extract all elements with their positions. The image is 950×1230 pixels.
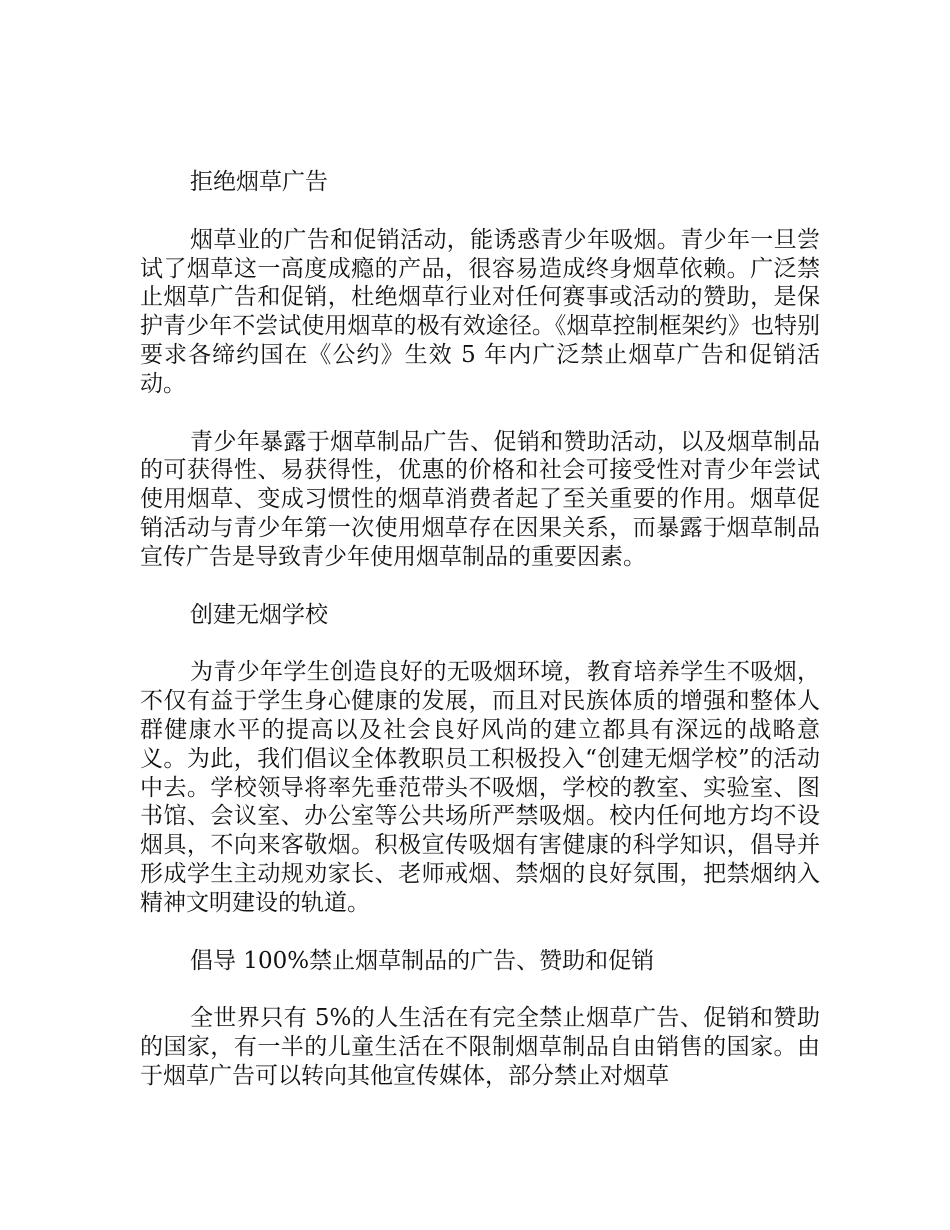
paragraph: 全世界只有 5%的人生活在有完全禁止烟草广告、促销和赞助的国家，有一半的儿童生活在不限制烟草制品自由销售的国家。由于烟草广告可以转向其他宣传媒体，部分禁止对烟草 [140,1005,820,1089]
document-body [140,168,820,1091]
paragraph: 为青少年学生创造良好的无吸烟环境，教育培养学生不吸烟，不仅有益于学生身心健康的发展，而且对民族体质的增强和整体人群健康水平的提高以及社会良好风尚的建立都具有深远的战略意义。为此，我们倡议全体教职员工积极投入“创建无烟学校”的活动中去。学校领导将率先垂范带头不吸烟，学校的教室、实验室、图书馆、会议室、办公室等公共场所严禁吸烟。校内任何地方均不设烟具，不向来客敬烟。积极宣传吸烟有害健康的科学知识，倡导并形成学生主动规劝家长、老师戒烟、禁烟的良好氛围，把禁烟纳入精神文明建设的轨道。 [140,659,820,916]
paragraph: 青少年暴露于烟草制品广告、促销和赞助活动，以及烟草制品的可获得性、易获得性，优惠的价格和社会可接受性对青少年尝试使用烟草、变成习惯性的烟草消费者起了至关重要的作用。烟草促销活动与青少年第一次使用烟草存在因果关系，而暴露于烟草制品宣传广告是导致青少年使用烟草制品的重要因素。 [140,428,820,570]
section-heading: 倡导 100%禁止烟草制品的广告、赞助和促销 [190,947,655,974]
paragraph: 烟草业的广告和促销活动，能诱惑青少年吸烟。青少年一旦尝试了烟草这一高度成瘾的产品，很容易造成终身烟草依赖。广泛禁止烟草广告和促销，杜绝烟草行业对任何赛事或活动的赞助，是保护青少年不尝试使用烟草的极有效途径。《烟草控制框架约》也特别要求各缔约国在《公约》生效 5 年内广泛禁止烟草广告和促销活动。 [140,226,820,397]
section-heading: 拒绝烟草广告 [190,169,328,195]
section-heading: 创建无烟学校 [190,601,328,628]
